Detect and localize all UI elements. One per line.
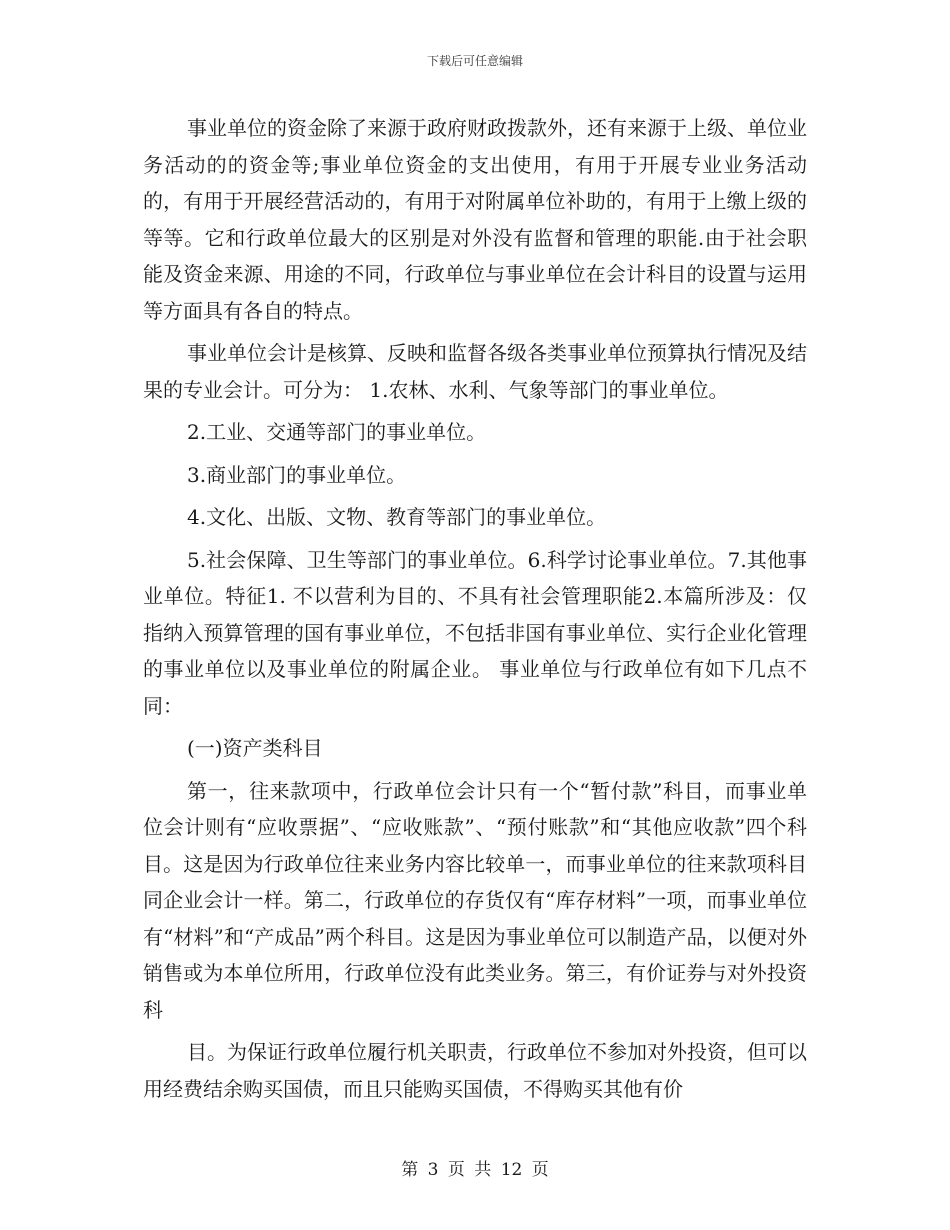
paragraph-funding-sources: 事业单位的资金除了来源于政府财政拨款外，还有来源于上级、单位业务活动的的资金等;事业单位资金的支出使用，有用于开展专业业务活动的，有用于开展经营活动的，有用于对附属单位补助的，有用于上缴上级的等等。它和行政单位最大的区别是对外没有监督和管理的职能.由于社会职能及资金来源、用途的不同，行政单位与事业单位在会计科目的设置与运用等方面具有各自的特点。 (143, 116, 807, 323)
page-header-note: 下载后可任意编辑 (426, 54, 523, 68)
list-item-culture-education: 4.文化、出版、文物、教育等部门的事业单位。 (187, 505, 607, 529)
list-item-industry-transport: 2.工业、交通等部门的事业单位。 (187, 420, 487, 444)
document-body (143, 110, 807, 1113)
paragraph-investments: 目。为保证行政单位履行机关职责，行政单位不参加对外投资，但可以用经费结余购买国债，而且只能购买国债，不得购买其他有价 (143, 1040, 807, 1101)
paragraph-accounting-definition: 事业单位会计是核算、反映和监督各级各类事业单位预算执行情况及结果的专业会计。可分为： 1.农林、水利、气象等部门的事业单位。 (143, 341, 807, 402)
page-number-footer: 第 3 页 共 12 页 (401, 1160, 549, 1180)
section-heading-assets: (一)资产类科目 (187, 736, 323, 760)
list-item-commerce: 3.商业部门的事业单位。 (187, 462, 407, 487)
paragraph-features-scope: 5.社会保障、卫生等部门的事业单位。6.科学讨论事业单位。7.其他事业单位。特征1. 不以营利为目的、不具有社会管理职能2.本篇所涉及：仅指纳入预算管理的国有事业单位，不包括非国有事业单位、实行企业化管理的事业单位以及事业单位的附属企业。 事业单位与行政单位有如下几点不同： (143, 547, 807, 718)
paragraph-asset-differences: 第一，往来款项中，行政单位会计只有一个“暂付款”科目，而事业单位会计则有“应收票据”、“应收账款”、“预付账款”和“其他应收款”四个科目。这是因为行政单位往来业务内容比较单一，而事业单位的往来款项科目同企业会计一样。第二，行政单位的存货仅有“库存材料”一项，而事业单位有“材料”和“产成品”两个科目。这是因为事业单位可以制造产品，以便对外销售或为本单位所用，行政单位没有此类业务。第三，有价证券与对外投资科 (143, 778, 807, 1022)
